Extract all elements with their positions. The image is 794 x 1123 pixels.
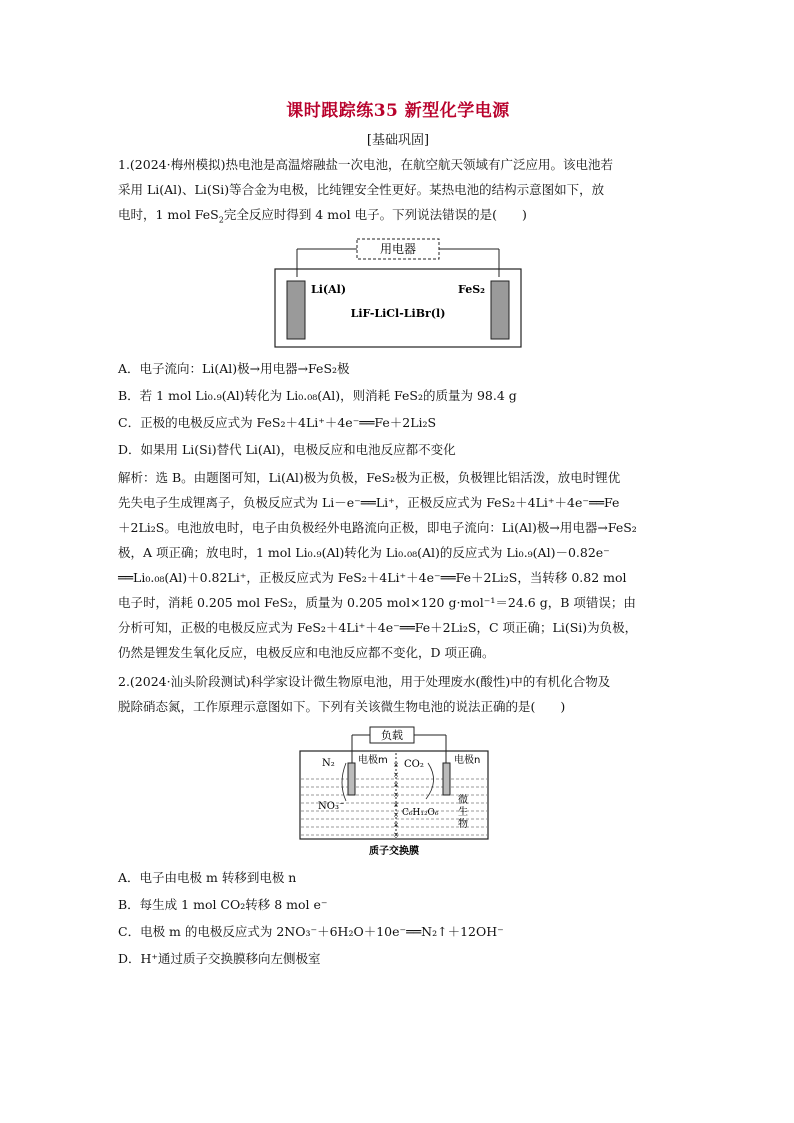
analysis-line: 仍然是锂发生氧化反应，电极反应和电池反应都不变化，D 项正确。 xyxy=(118,644,495,660)
co2-label: CO₂ xyxy=(404,758,424,770)
q2-stem-line: 2.(2024·汕头阶段测试)科学家设计微生物原电池，用于处理废水(酸性)中的有机化合物及 xyxy=(118,673,611,689)
q2-option-c: C．电极 m 的电极反应式为 2NO₃⁻＋6H₂O＋10e⁻══N₂↑＋12OH⁻ xyxy=(118,923,504,939)
svg-text:×: × xyxy=(393,820,399,829)
load-label: 负载 xyxy=(381,728,403,742)
microbe-label: 微 xyxy=(458,794,468,806)
electrode-m-label: 电极m xyxy=(358,754,388,766)
q1-option-d: D．如果用 Li(Si)替代 Li(Al)，电极反应和电池反应都不变化 xyxy=(118,441,456,457)
microbe-label: 物 xyxy=(458,818,468,830)
analysis-line: 先失电子生成锂离子，负极反应式为 Li－e⁻══Li⁺，正极反应式为 FeS₂＋4Li⁺＋4e⁻══Fe xyxy=(118,494,620,510)
q1-stem-line: 1.(2024·梅州模拟)热电池是高温熔融盐一次电池，在航空航天领域有广泛应用。该电池若 xyxy=(118,157,613,172)
svg-text:×: × xyxy=(393,810,399,819)
membrane-label: 质子交换膜 xyxy=(369,845,419,857)
q1-stem-line: 电时，1 mol FeS$_2$完全反应时得到 4 mol 电子。下列说法错误的是( ) xyxy=(118,207,527,225)
page-title: 课时跟踪练35 新型化学电源 xyxy=(286,101,510,121)
analysis-line: 解析：选 B。由题图可知，Li(Al)极为负极，FeS₂极为正极，负极锂比铝活泼，放电时锂优 xyxy=(118,469,621,485)
svg-text:×: × xyxy=(393,830,399,839)
thermal-battery-diagram xyxy=(273,237,523,349)
q1-option-b: B．若 1 mol Li₀.₉(Al)转化为 Li₀.₀₈(Al)，则消耗 FeS₂的质量为 98.4 g xyxy=(118,387,517,403)
question-1 xyxy=(118,152,678,665)
electrolyte-label: LiF-LiCl-LiBr(l) xyxy=(350,306,446,320)
q1-option-c: C．正极的电极反应式为 FeS₂＋4Li⁺＋4e⁻══Fe＋2Li₂S xyxy=(118,414,437,430)
n2-label: N₂ xyxy=(322,757,335,769)
page xyxy=(118,96,678,972)
q1-option-a: A．电子流向：Li(Al)极→用电器→FeS₂极 xyxy=(118,360,350,376)
analysis-line: 电子时，消耗 0.205 mol FeS₂，质量为 0.205 mol×120 g·mol⁻¹＝24.6 g，B 项错误；由 xyxy=(118,594,636,610)
analysis-line: ＋2Li₂S。电池放电时，电子由负极经外电路流向正极，即电子流向：Li(Al)极→用电器→FeS₂ xyxy=(118,519,637,535)
no3-label: NO₃⁻ xyxy=(318,800,345,812)
q2-option-d: D．H⁺通过质子交换膜移向左侧极室 xyxy=(118,950,321,966)
left-electrode-label: Li(Al) xyxy=(311,282,347,296)
analysis-line: ══Li₀.₀₈(Al)＋0.82Li⁺，正极反应式为 FeS₂＋4Li⁺＋4e⁻══Fe＋2Li₂S，当转移 0.82 mol xyxy=(118,569,627,585)
q1-stem-line: 采用 Li(Al)、Li(Si)等合金为电极，比纯锂安全性更好。某热电池的结构示意图如下，放 xyxy=(118,182,605,197)
section-heading: [基础巩固] xyxy=(366,133,430,148)
microbial-cell-diagram xyxy=(298,723,498,858)
analysis-line: 分析可知，正极的电极反应式为 FeS₂＋4Li⁺＋4e⁻══Fe＋2Li₂S，C 项正确；Li(Si)为负极， xyxy=(118,619,638,635)
load-label: 用电器 xyxy=(379,241,417,256)
svg-text:×: × xyxy=(393,770,399,779)
q1-analysis xyxy=(118,465,678,665)
svg-text:×: × xyxy=(393,790,399,799)
question-2 xyxy=(118,669,678,972)
glucose-label: C₆H₁₂O₆ xyxy=(402,807,439,818)
electrode-n-label: 电极n xyxy=(454,754,481,766)
right-electrode-label: FeS₂ xyxy=(458,282,485,296)
svg-text:×: × xyxy=(393,760,399,769)
svg-text:×: × xyxy=(393,800,399,809)
analysis-line: 极，A 项正确；放电时，1 mol Li₀.₉(Al)转化为 Li₀.₀₈(Al)的反应式为 Li₀.₉(Al)－0.82e⁻ xyxy=(118,544,610,560)
svg-text:×: × xyxy=(393,780,399,789)
q2-stem-line: 脱除硝态氮，工作原理示意图如下。下列有关该微生物电池的说法正确的是( ) xyxy=(118,698,566,714)
microbe-label: 生 xyxy=(458,806,468,818)
q2-option-b: B．每生成 1 mol CO₂转移 8 mol e⁻ xyxy=(118,896,328,912)
q2-option-a: A．电子由电极 m 转移到电极 n xyxy=(118,869,297,885)
